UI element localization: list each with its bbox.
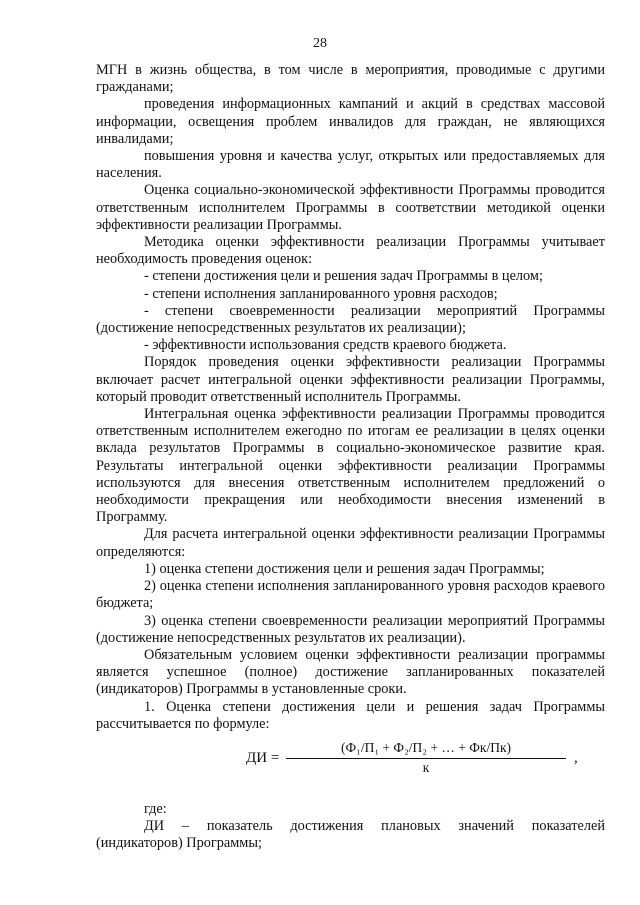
paragraph: где:	[144, 800, 167, 817]
paragraph: - эффективности использования средств краевого бюджета.	[144, 337, 507, 354]
body-text	[96, 62, 605, 853]
paragraph: Интегральная оценка эффективности реализации Программы проводится ответственным исполнителем ежегодно по итогам ее реализации в целях оценки вклада результатов Программы в социально-экономическое развитие края. Результаты интегральной оценки эффективности реализации Программы используются для внесения ответственным исполнителем предложений о необходимости прекращения или необходимости внесения изменений в Программу.	[96, 406, 605, 526]
formula	[96, 739, 605, 783]
formula-comma: ,	[574, 749, 578, 766]
paragraph-group-before-formula	[96, 62, 605, 733]
paragraph: Методика оценки эффективности реализации Программы учитывает необходимость проведения оценок:	[96, 234, 605, 268]
paragraph: 1) оценка степени достижения цели и решения задач Программы;	[144, 560, 545, 577]
paragraph: - степени своевременности реализации мероприятий Программы (достижение непосредственных результатов их реализации);	[96, 302, 605, 337]
formula-denominator: к	[422, 759, 430, 775]
paragraph-group-after-formula	[96, 801, 605, 853]
paragraph: повышения уровня и качества услуг, открытых или предоставляемых для населения.	[96, 148, 605, 182]
paragraph: ДИ – показатель достижения плановых значений показателей (индикаторов) Программы;	[96, 818, 605, 852]
paragraph: МГН в жизнь общества, в том числе в мероприятия, проводимые с другими гражданами;	[96, 62, 605, 96]
page-number: 28	[313, 36, 327, 51]
formula-numerator: (Ф₁/П₁ + Ф₂/П₂ + … + Фк/Пк)	[340, 739, 512, 755]
paragraph: Порядок проведения оценки эффективности реализации Программы включает расчет интегральной оценки эффективности реализации Программы, который проводит ответственный исполнитель Программы.	[96, 354, 605, 405]
paragraph: 2) оценка степени исполнения запланированного уровня расходов краевого бюджета;	[96, 578, 605, 612]
paragraph: 1. Оценка степени достижения цели и решения задач Программы рассчитывается по формуле:	[96, 698, 605, 732]
paragraph: 3) оценка степени своевременности реализации мероприятий Программы (достижение непосредственных результатов их реализации).	[96, 612, 605, 646]
paragraph: Оценка социально-экономической эффективности Программы проводится ответственным исполнителем Программы в соответствии методикой оценки эффективности реализации Программы.	[96, 182, 605, 233]
formula-fraction	[286, 739, 566, 776]
paragraph: - степени исполнения запланированного уровня расходов;	[144, 285, 498, 302]
fraction-bar	[286, 758, 566, 759]
paragraph: Для расчета интегральной оценки эффективности реализации Программы определяются:	[96, 526, 605, 560]
paragraph: - степени достижения цели и решения задач Программы в целом;	[144, 268, 543, 285]
formula-lhs: ДИ =	[246, 749, 280, 766]
spacer	[96, 793, 605, 801]
paragraph: проведения информационных кампаний и акций в средствах массовой информации, освещения проблем инвалидов для граждан, не являющихся инвалидами;	[96, 96, 605, 147]
paragraph: Обязательным условием оценки эффективности реализации программы является успешное (полное) достижение запланированных показателей (индикаторов) Программы в установленные сроки.	[96, 646, 605, 698]
